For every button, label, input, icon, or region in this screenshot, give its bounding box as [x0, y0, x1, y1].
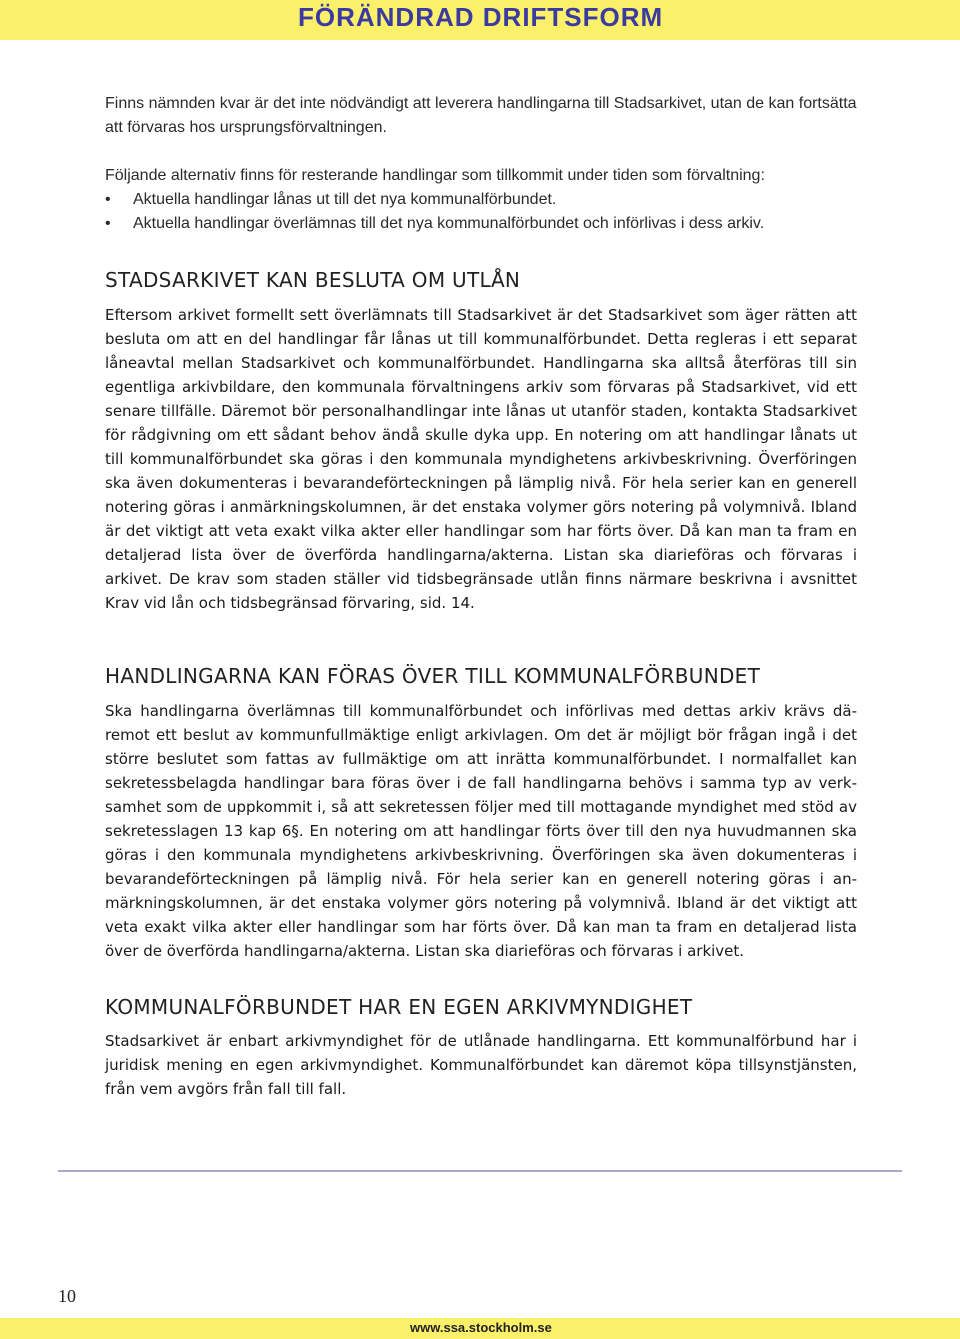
- section-heading: KOMMUNALFÖRBUNDET HAR EN EGEN ARKIVMYNDIGHET: [105, 995, 693, 1019]
- page-number: 10: [58, 1286, 76, 1306]
- list-item: [105, 188, 857, 212]
- section-body: Stadsarkivet är enbart arkivmyndighet för de utlånade handlingarna. Ett kommunalförbund har i juridisk mening en egen arkivmyndighet. Kommunalförbundet kan däremot köpa tillsynstjänsten, från vem avgörs från fall till fall.: [105, 1032, 857, 1098]
- bullet-point: •: [105, 191, 111, 208]
- list-item-text: Aktuella handlingar överlämnas till det nya kommunalförbundet och införlivas i dess arkiv.: [133, 215, 765, 232]
- section-body: Eftersom arkivet formellt sett överlämnats till Stadsarkivet är det Stadsarkivet som äger rätten att besluta om att en del handlingar får lånas ut till kommunalförbundet. Detta regleras i ett separat låneavtal mellan Stadsarkivet och kommunalförbundet. Handlingarna ska alltså återföras till sin egentliga arkivbildare, den kommunala förvaltningens arkiv som förvaras på Stadsarkivet, vid ett senare tillfälle. Däremot bör personalhandlingar inte lånas ut utanför staden, kontakta Stadsarkivet för rådgivning om ett sådant behov ändå skulle dyka upp. En notering om att handlingar lånats ut till kommunalförbundet ska göras i den kommunala myndighetens arkivbeskrivning. Överföringen ska även dokumenteras i bevarandeförteckningen på lämplig nivå. För hela serier kan en generell notering göras i anmärkningskolumnen, är det enstaka volymer görs notering på volymnivå. Ibland är det viktigt att veta exakt vilka akter eller handlingar som har förts över. Då kan man ta fram en detaljerad lista över de överförda handlingarna/akterna. Listan ska diarieföras och förvaras i arkivet. De krav som staden ställer vid tidsbegränsade utlån finns närmare beskrivna i avsnittet Krav vid lån och tidsbegränsad förvaring, sid. 14.: [105, 306, 857, 612]
- alternatives-list: [105, 188, 857, 236]
- section-body: Ska handlingarna överlämnas till kommunalförbundet och införlivas med dettas arkiv krävs däremot ett beslut av kommunfullmäktige enligt arkivlagen. Om det är möjligt bör frågan ingå i det större beslutet som fattas av fullmäktige om att inrätta kommunalförbundet. I normalfallet kan sekretessbelagda handlingar bara föras över i de fall handlingarna behövs i samma typ av verksamhet som de uppkommit i, så att sekretessen följer med till mottagande myndighet med stöd av sekretesslagen 13 kap 6§. En notering om att handlingar förts över till den nya huvudmannen ska göras i den kommunala myndighetens arkivbeskrivning. Överföringen ska även dokumenteras i bevarandeförteckningen på lämplig nivå. För hela serier kan en generell notering göras i anmärkningskolumnen, är det enstaka volymer görs notering på volymnivå. Ibland är det viktigt att veta exakt vilka akter eller handlingar som har förts över. Då kan man ta fram en detaljerad lista över de överförda handlingarna/akterna. Listan ska diarieföras och förvaras i arkivet.: [105, 702, 857, 960]
- intro-alternatives: Följande alternativ finns för resterande handlingar som tillkommit under tiden som förvaltning:: [105, 167, 765, 184]
- section-heading: HANDLINGARNA KAN FÖRAS ÖVER TILL KOMMUNALFÖRBUNDET: [105, 664, 761, 688]
- footer-divider: [58, 1170, 902, 1172]
- page-title: FÖRÄNDRAD DRIFTSFORM: [298, 2, 664, 32]
- footer-url: www.ssa.stockholm.se: [410, 1320, 552, 1335]
- list-item: [105, 212, 857, 236]
- list-item-text: Aktuella handlingar lånas ut till det nya kommunalförbundet.: [133, 191, 557, 208]
- bullet-point: •: [105, 215, 111, 232]
- section-heading: STADSARKIVET KAN BESLUTA OM UTLÅN: [105, 268, 521, 292]
- intro-paragraph: Finns nämnden kvar är det inte nödvändigt att leverera handlingarna till Stadsarkivet, utan de kan fortsätta att förvaras hos ursprungsförvaltningen.: [105, 95, 857, 136]
